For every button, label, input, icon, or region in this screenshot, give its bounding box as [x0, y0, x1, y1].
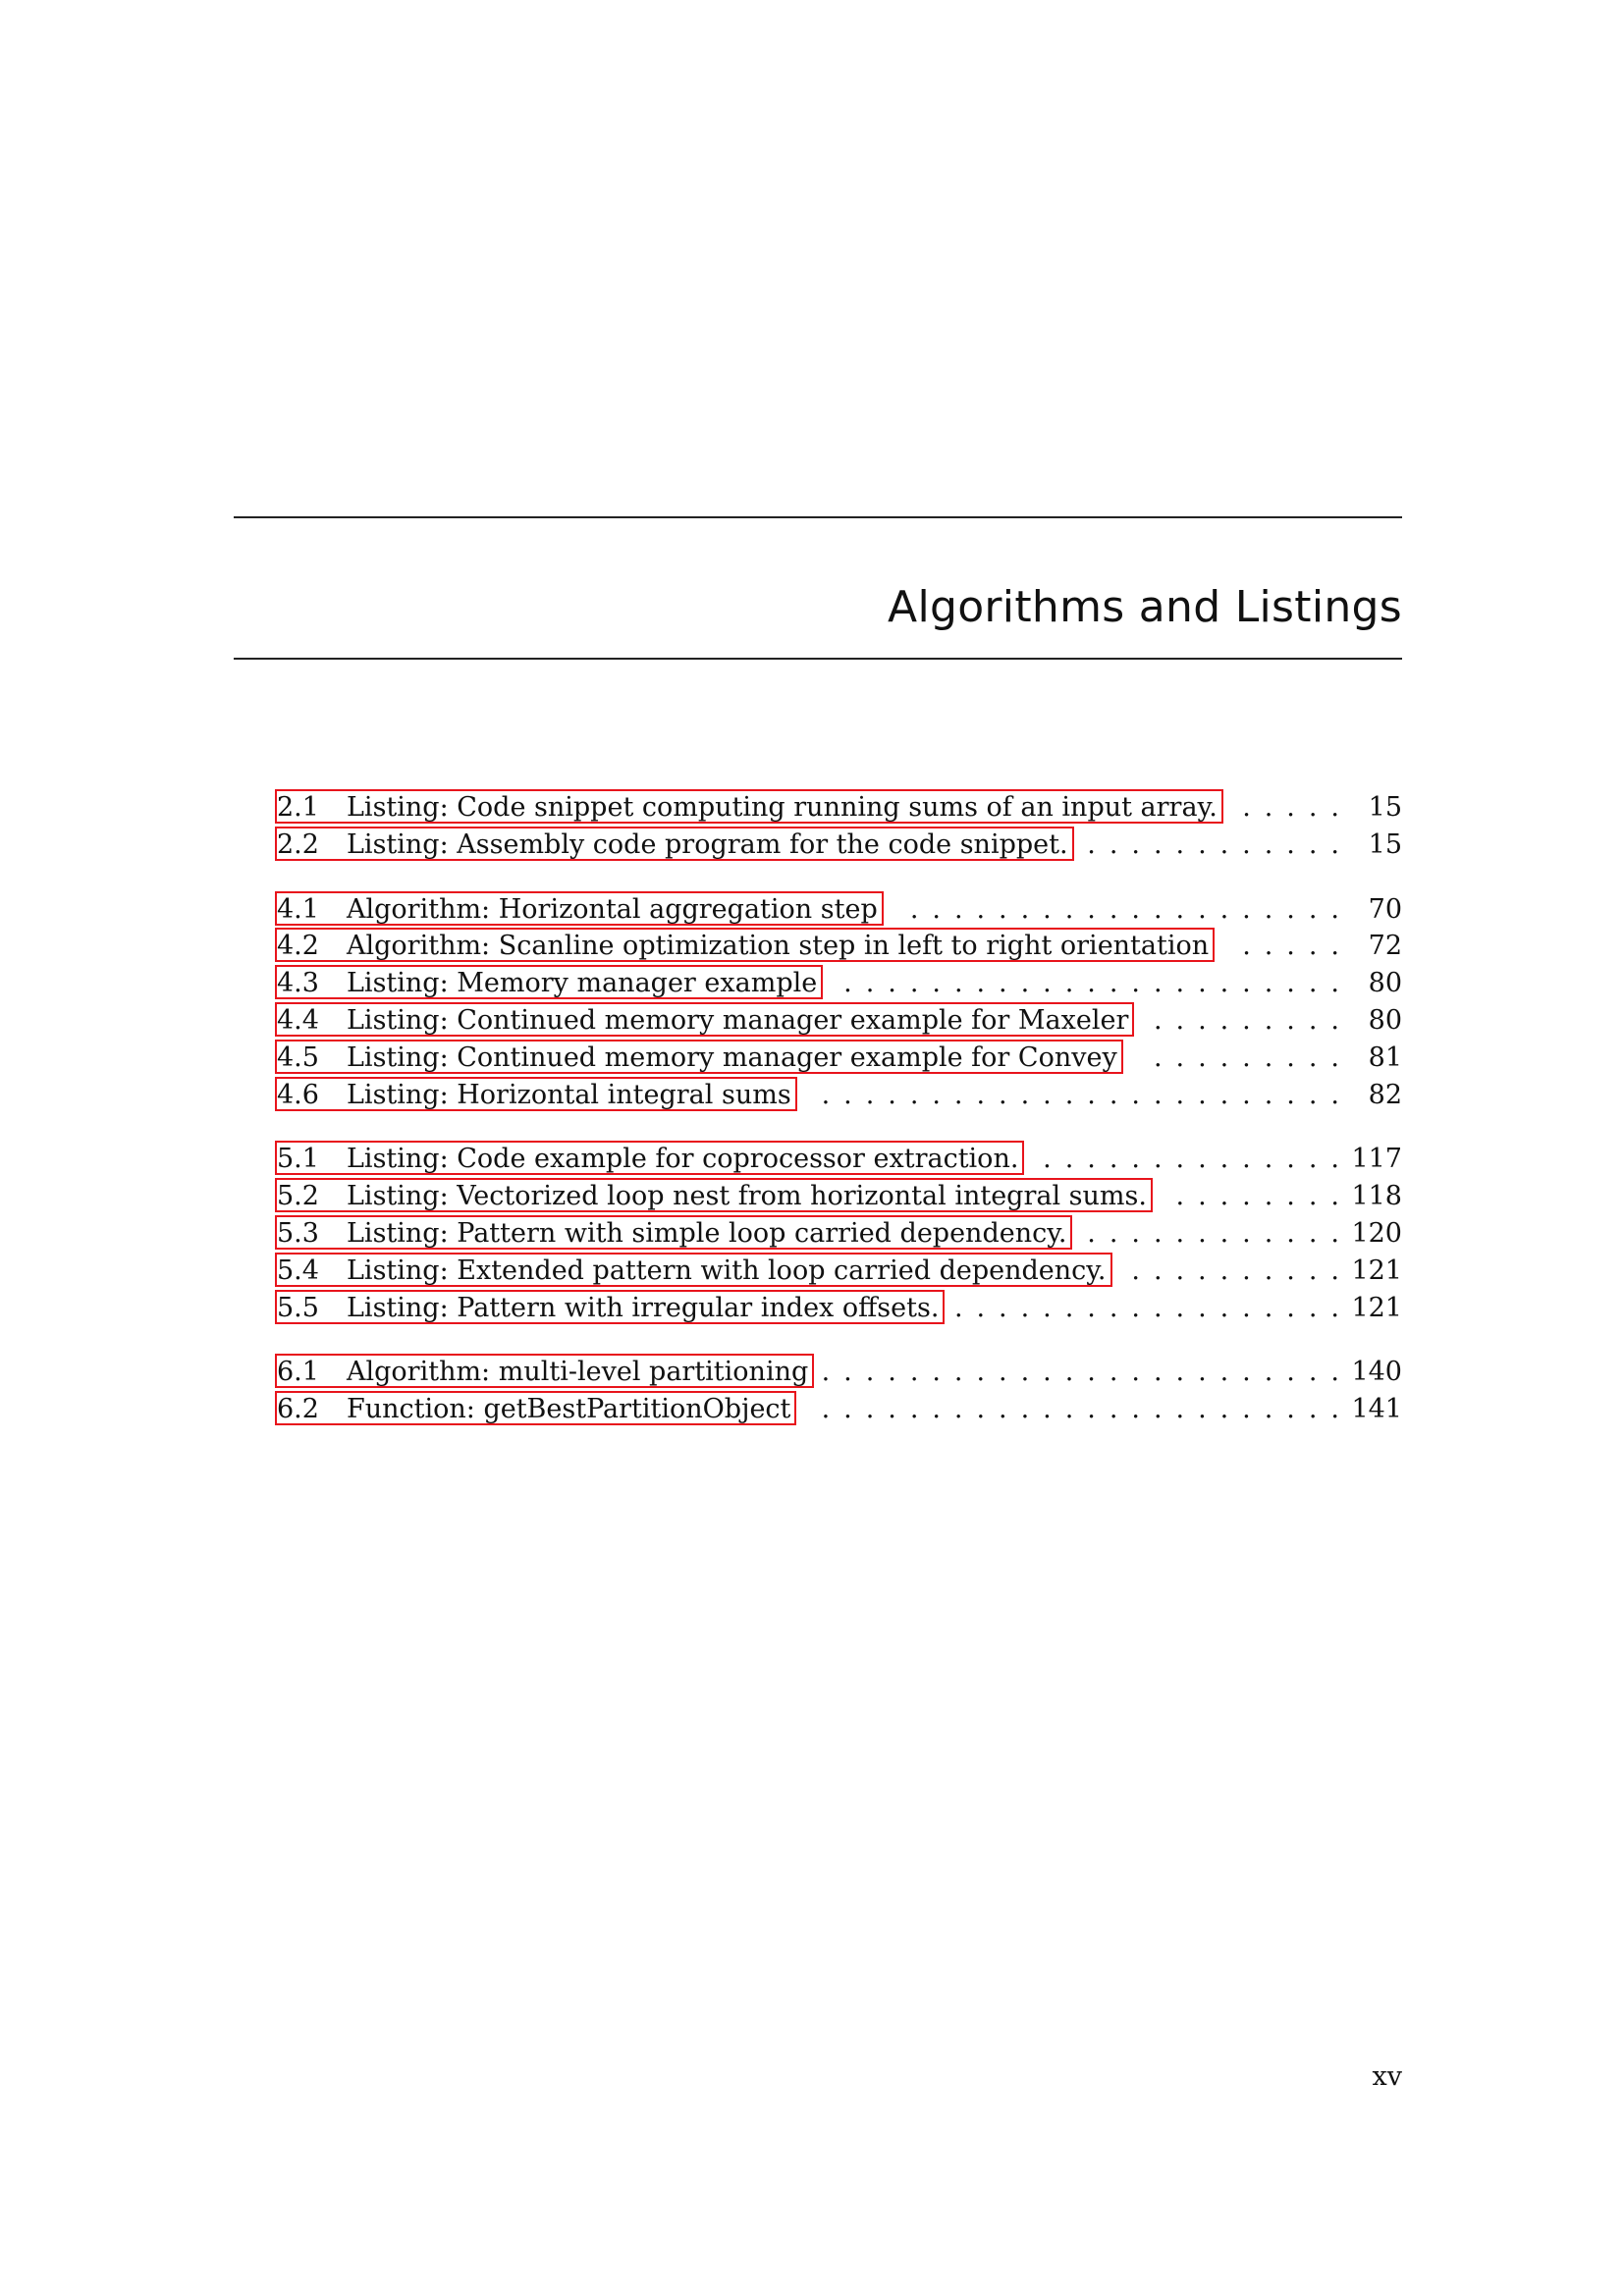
toc-entry[interactable] [275, 1040, 1402, 1077]
toc-entry[interactable] [275, 1253, 1402, 1290]
toc-entry-title: Listing: Pattern with irregular index offsets. [347, 1292, 940, 1323]
toc-entry-page[interactable]: 121 [1351, 1292, 1402, 1323]
toc-entry-page[interactable]: 72 [1368, 931, 1402, 962]
toc-entry-title: Listing: Assembly code program for the code snippet. [347, 828, 1068, 860]
toc-entry-title: Algorithm: Horizontal aggregation step [347, 893, 878, 925]
toc-entry-page[interactable]: 140 [1351, 1357, 1402, 1388]
toc-dot-leader: . . . . . [1242, 792, 1339, 823]
toc-entry-title: Listing: Extended pattern with loop carried dependency. [347, 1255, 1107, 1286]
toc-entry-number: 2.2 [277, 828, 319, 860]
toc-group [275, 1141, 1402, 1326]
toc-entry-title: Listing: Continued memory manager example for Convey [347, 1041, 1117, 1073]
toc-dot-leader: . . . . . . . . . [1153, 1004, 1339, 1036]
toc-entry-number: 5.5 [277, 1292, 319, 1323]
toc-entry-title: Listing: Memory manager example [347, 968, 818, 999]
toc-dot-leader: . . . . . [1242, 931, 1339, 962]
toc-entry[interactable] [275, 1141, 1402, 1178]
toc-dot-leader: . . . . . . . . . . . . [1087, 1217, 1339, 1249]
toc-entry[interactable] [275, 1002, 1402, 1040]
toc-dot-leader: . . . . . . . . . . . . . . [1043, 1144, 1339, 1175]
toc-entry[interactable] [275, 965, 1402, 1002]
toc-entry-page[interactable]: 120 [1351, 1217, 1402, 1249]
toc-entry-number: 2.1 [277, 792, 319, 823]
toc-entry[interactable] [275, 827, 1402, 864]
toc-group [275, 1354, 1402, 1428]
toc-entry-page[interactable]: 118 [1351, 1181, 1402, 1212]
toc-dot-leader: . . . . . . . . [1175, 1181, 1339, 1212]
bottom-rule [234, 658, 1402, 660]
toc-dot-leader: . . . . . . . . . . . . . . . . . . . . . . . [843, 968, 1339, 999]
toc-dot-leader: . . . . . . . . . . . . . . . . . . . . . . . . [821, 1079, 1339, 1110]
toc-entry-title: Listing: Horizontal integral sums [347, 1079, 791, 1110]
toc-entry-page[interactable]: 70 [1368, 893, 1402, 925]
toc-entry-page[interactable]: 141 [1351, 1394, 1402, 1425]
toc-dot-leader: . . . . . . . . . . [1131, 1255, 1339, 1286]
toc-entry-number: 4.2 [277, 931, 319, 962]
toc-entry-number: 4.3 [277, 968, 319, 999]
toc-entry-number: 4.4 [277, 1004, 319, 1036]
toc-entry[interactable] [275, 1215, 1402, 1253]
toc-entry-number: 4.1 [277, 893, 319, 925]
toc-entry-number: 6.2 [277, 1394, 319, 1425]
toc-entry-number: 5.4 [277, 1255, 319, 1286]
toc-entry-title: Listing: Code snippet computing running sums of an input array. [347, 792, 1218, 823]
toc-entry-page[interactable]: 80 [1368, 1004, 1402, 1036]
chapter-title: Algorithms and Listings [888, 582, 1402, 633]
toc-entry-page[interactable]: 117 [1351, 1144, 1402, 1175]
toc-group [275, 789, 1402, 864]
footer-page-number: xv [1372, 2061, 1402, 2092]
toc-entry-number: 6.1 [277, 1357, 319, 1388]
list-of-algorithms-and-listings [275, 789, 1402, 1456]
toc-entry-title: Listing: Continued memory manager example for Maxeler [347, 1004, 1129, 1036]
toc-entry-number: 4.5 [277, 1041, 319, 1073]
toc-entry-title: Algorithm: Scanline optimization step in left to right orientation [347, 931, 1210, 962]
toc-entry[interactable] [275, 789, 1402, 827]
toc-entry-number: 5.2 [277, 1181, 319, 1212]
toc-dot-leader: . . . . . . . . . . . . [1087, 828, 1339, 860]
toc-entry-page[interactable]: 15 [1368, 792, 1402, 823]
toc-group [275, 891, 1402, 1114]
toc-dot-leader: . . . . . . . . . [1153, 1041, 1339, 1073]
toc-entry-number: 5.1 [277, 1144, 319, 1175]
toc-dot-leader: . . . . . . . . . . . . . . . . . . [953, 1292, 1339, 1323]
toc-dot-leader: . . . . . . . . . . . . . . . . . . . . [909, 893, 1339, 925]
toc-entry-page[interactable]: 81 [1368, 1041, 1402, 1073]
toc-entry-title: Function: getBestPartitionObject [347, 1394, 791, 1425]
toc-entry-page[interactable]: 121 [1351, 1255, 1402, 1286]
toc-entry[interactable] [275, 1290, 1402, 1327]
toc-entry[interactable] [275, 891, 1402, 929]
toc-entry[interactable] [275, 928, 1402, 965]
toc-dot-leader: . . . . . . . . . . . . . . . . . . . . . . . . [821, 1357, 1339, 1388]
toc-entry-page[interactable]: 80 [1368, 968, 1402, 999]
toc-entry[interactable] [275, 1354, 1402, 1391]
toc-entry-page[interactable]: 15 [1368, 828, 1402, 860]
toc-entry-title: Algorithm: multi-level partitioning [347, 1357, 809, 1388]
toc-entry[interactable] [275, 1077, 1402, 1114]
toc-entry-page[interactable]: 82 [1368, 1079, 1402, 1110]
toc-entry-number: 4.6 [277, 1079, 319, 1110]
toc-entry[interactable] [275, 1391, 1402, 1428]
toc-entry[interactable] [275, 1178, 1402, 1215]
toc-entry-title: Listing: Pattern with simple loop carried dependency. [347, 1217, 1067, 1249]
toc-entry-number: 5.3 [277, 1217, 319, 1249]
toc-entry-title: Listing: Code example for coprocessor extraction. [347, 1144, 1019, 1175]
top-rule [234, 516, 1402, 518]
toc-dot-leader: . . . . . . . . . . . . . . . . . . . . . . . . [821, 1394, 1339, 1425]
toc-entry-title: Listing: Vectorized loop nest from horizontal integral sums. [347, 1181, 1147, 1212]
